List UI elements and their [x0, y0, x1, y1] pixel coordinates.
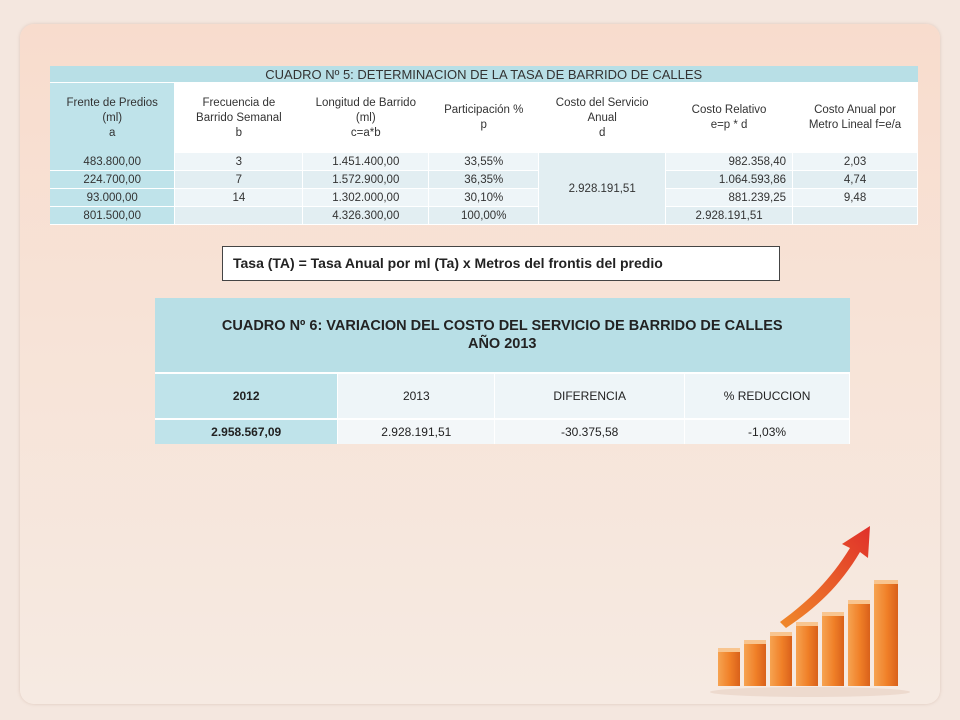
table6-title — [155, 298, 850, 373]
cell-costo-relativo-total: 2.928.191,51 — [666, 207, 793, 225]
header-reduccion: % REDUCCION — [685, 373, 850, 419]
cell-longitud: 1.451.400,00 — [303, 153, 429, 171]
cell-frecuencia: 7 — [175, 171, 303, 189]
table-row — [50, 189, 918, 207]
header-costo-relativo: Costo Relativo e=p * d — [666, 83, 793, 154]
cell-costo-anual-metro: 4,74 — [793, 171, 918, 189]
cell-participacion-total: 100,00% — [429, 207, 539, 225]
cell-participacion: 36,35% — [429, 171, 539, 189]
table-row — [50, 171, 918, 189]
cell-frente: 93.000,00 — [50, 189, 175, 207]
header-2013: 2013 — [338, 373, 495, 419]
growth-chart-icon — [710, 520, 930, 700]
cell-costo-anual-metro-total — [793, 207, 918, 225]
header-costo-anual-metro: Costo Anual por Metro Lineal f=e/a — [793, 83, 918, 154]
cell-participacion: 33,55% — [429, 153, 539, 171]
table-row — [50, 153, 918, 171]
cell-frente-total: 801.500,00 — [50, 207, 175, 225]
cell-costo-servicio-anual: 2.928.191,51 — [539, 153, 666, 225]
cell-participacion: 30,10% — [429, 189, 539, 207]
cell-frecuencia: 3 — [175, 153, 303, 171]
cell-costo-anual-metro: 9,48 — [793, 189, 918, 207]
cell-longitud: 1.572.900,00 — [303, 171, 429, 189]
bar-group — [718, 580, 898, 686]
table6-title-line2: AÑO 2013 — [467, 336, 537, 352]
header-diferencia: DIFERENCIA — [495, 373, 685, 419]
cell-costo-relativo: 1.064.593,86 — [666, 171, 793, 189]
cell-longitud-total: 4.326.300,00 — [303, 207, 429, 225]
cell-frecuencia: 14 — [175, 189, 303, 207]
cell-costo-anual-metro: 2,03 — [793, 153, 918, 171]
table5-title: CUADRO Nº 5: DETERMINACION DE LA TASA DE BARRIDO DE CALLES — [50, 66, 918, 83]
cell-longitud: 1.302.000,00 — [303, 189, 429, 207]
table-row-total — [50, 207, 918, 225]
cell-reduccion: -1,03% — [685, 419, 850, 444]
table-variacion-costo — [155, 298, 850, 444]
header-participacion: Participación % p — [429, 83, 539, 154]
cell-costo-relativo: 982.358,40 — [666, 153, 793, 171]
header-longitud: Longitud de Barrido (ml) c=a*b — [303, 83, 429, 154]
table-row — [155, 419, 850, 444]
formula-box: Tasa (TA) = Tasa Anual por ml (Ta) x Metros del frontis del predio — [222, 246, 780, 281]
cell-costo-relativo: 881.239,25 — [666, 189, 793, 207]
cell-diferencia: -30.375,58 — [495, 419, 685, 444]
cell-frente: 224.700,00 — [50, 171, 175, 189]
cell-frente: 483.800,00 — [50, 153, 175, 171]
table-tasa-barrido — [50, 66, 918, 225]
table6-title-line1: CUADRO Nº 6: VARIACION DEL COSTO DEL SERVICIO DE BARRIDO DE CALLES — [221, 318, 783, 334]
header-frecuencia: Frecuencia de Barrido Semanal b — [175, 83, 303, 154]
cell-2013: 2.928.191,51 — [338, 419, 495, 444]
cell-2012: 2.958.567,09 — [155, 419, 338, 444]
header-costo-servicio: Costo del Servicio Anual d — [539, 83, 666, 154]
header-2012: 2012 — [155, 373, 338, 419]
header-frente: Frente de Predios (ml) a — [50, 83, 175, 154]
cell-frecuencia-total — [175, 207, 303, 225]
